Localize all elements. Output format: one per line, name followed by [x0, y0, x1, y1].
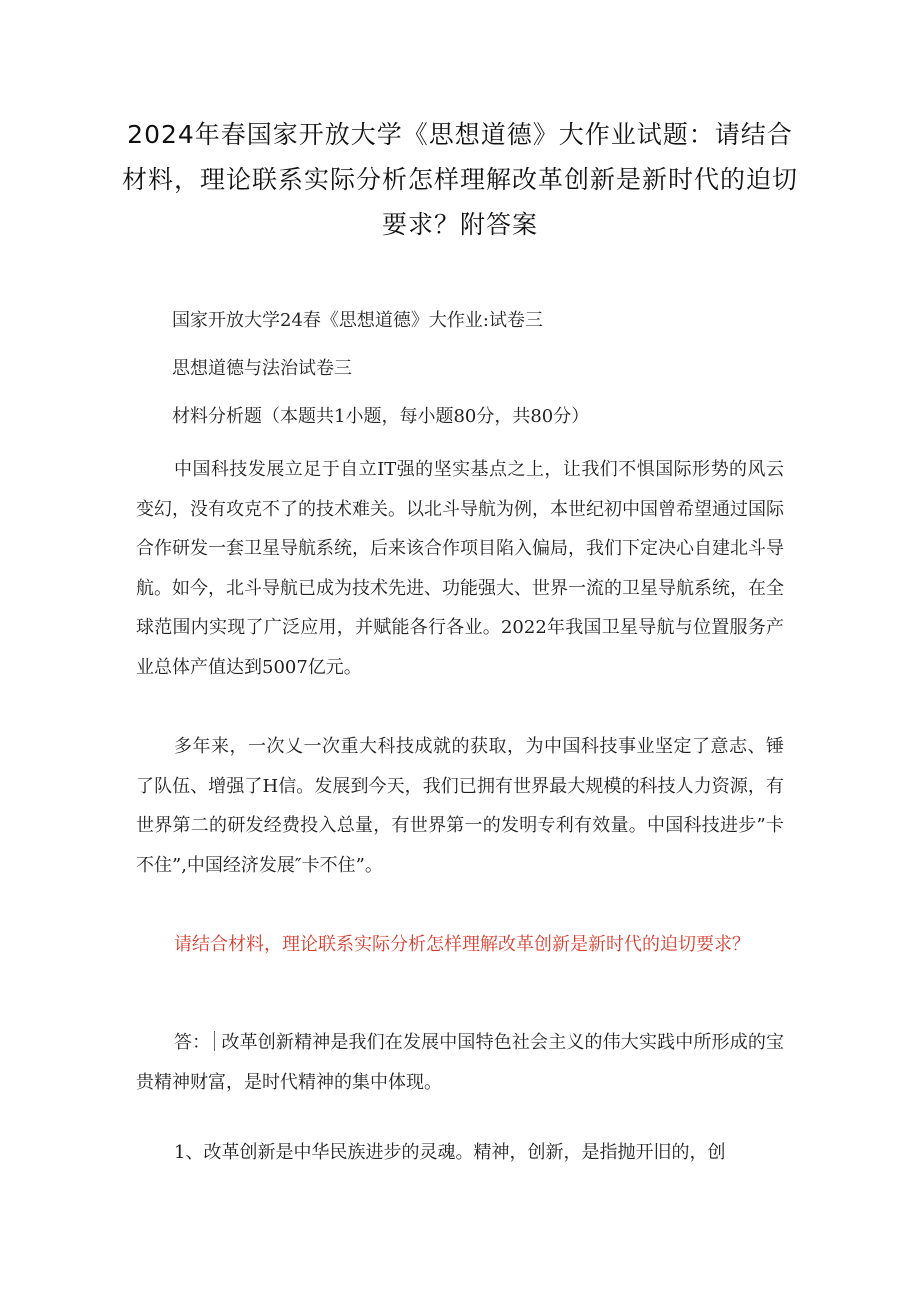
- material-paragraph-2: 多年来，一次乂一次重大科技成就的获取，为中国科技事业坚定了意志、锤了队伍、增强了H信。发展到今天，我们已拥有世界最大规模的科技人力资源，有世界第二的研发经费投入总量，有世界第一的发明专利有效量。中国科技进步”卡不住”,中国经济发展″卡不住”。: [136, 736, 784, 876]
- text-cursor-mark: [214, 1031, 215, 1051]
- material-paragraph-1: 中国科技发展立足于自立IT强的坚实基点之上，让我们不惧国际形势的风云变幻，没有攻克不了的技术难关。以北斗导航为例，本世纪初中国曾希望通过国际合作研发一套卫星导航系统，后来该合作项目陷入偏局，我们下定决心自建北斗导航。如今，北斗导航已成为技术先进、功能强大、世界一流的卫星导航系统，在全球范围内实现了广泛应用，并赋能各行各业。2022年我国卫星导航与位置服务产业总体产值达到5007亿元。: [136, 459, 784, 678]
- question-type-line: 材料分析题（本题共1小题，每小题80分，共80分）: [172, 406, 590, 427]
- answer-paragraph: [136, 1023, 784, 1102]
- answer-point-1: 1、改革创新是中华民族进步的灵魂。精神，创新，是指抛开旧的，创: [174, 1142, 726, 1163]
- answer-label: 答：: [174, 1032, 211, 1053]
- exam-paper-name: 思想道德与法治试卷三: [172, 358, 352, 379]
- answer-intro: 改革创新精神是我们在发展中国特色社会主义的伟大实践中所形成的宝贵精神财富，是时代精神的集中体现。: [136, 1032, 785, 1093]
- exam-source-line: 国家开放大学24春《思想道德》大作业:试卷三: [172, 310, 543, 331]
- document-title: 2024年春国家开放大学《思想道德》大作业试题：请结合材料，理论联系实际分析怎样理解改革创新是新时代的迫切要求？附答案: [121, 120, 798, 239]
- question-text: 请结合材料，理论联系实际分析怎样理解改革创新是新时代的迫切要求？: [174, 934, 750, 955]
